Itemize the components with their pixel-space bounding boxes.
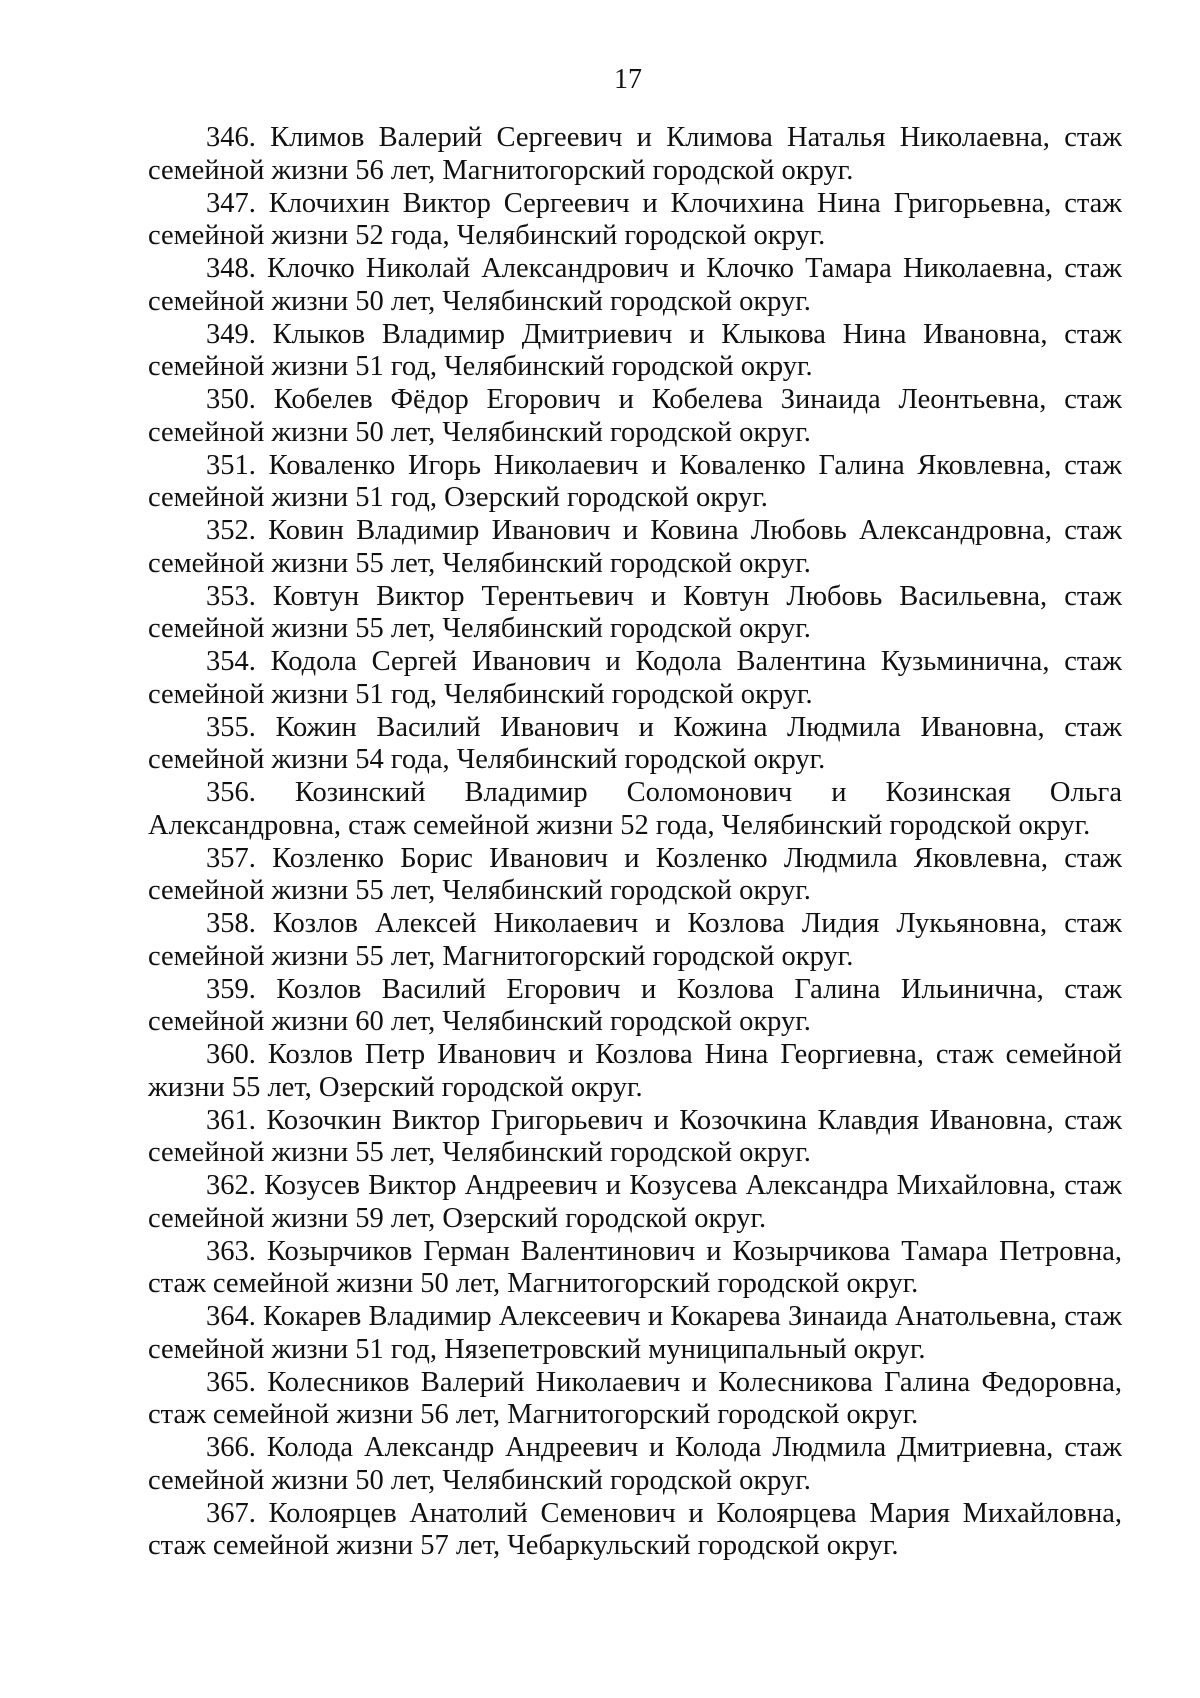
list-item: 360. Козлов Петр Иванович и Козлова Нина Георгиевна, стаж семейной жизни 55 лет, Озерский городской округ.	[148, 1039, 1122, 1103]
list-item: 367. Колоярцев Анатолий Семенович и Колоярцева Мария Михайловна, стаж семейной жизни 57 лет, Чебаркульский городской округ.	[148, 1497, 1122, 1561]
list-item: 361. Козочкин Виктор Григорьевич и Козочкина Клавдия Ивановна, стаж семейной жизни 55 лет, Челябинский городской округ.	[148, 1104, 1122, 1168]
page-number: 17	[614, 64, 642, 95]
list-item: 351. Коваленко Игорь Николаевич и Коваленко Галина Яковлевна, стаж семейной жизни 51 год, Озерский городской округ.	[148, 449, 1122, 513]
list-item: 365. Колесников Валерий Николаевич и Колесникова Галина Федоровна, стаж семейной жизни 56 лет, Магнитогорский городской округ.	[148, 1366, 1122, 1430]
list-item: 366. Колода Александр Андреевич и Колода Людмила Дмитриевна, стаж семейной жизни 50 лет, Челябинский городской округ.	[148, 1432, 1122, 1496]
list-item: 352. Ковин Владимир Иванович и Ковина Любовь Александровна, стаж семейной жизни 55 лет, Челябинский городской округ.	[148, 515, 1122, 579]
list-item: 357. Козленко Борис Иванович и Козленко Людмила Яковлевна, стаж семейной жизни 55 лет, Челябинский городской округ.	[148, 842, 1122, 906]
list-item: 349. Клыков Владимир Дмитриевич и Клыкова Нина Ивановна, стаж семейной жизни 51 год, Челябинский городской округ.	[148, 318, 1122, 382]
entry-list	[148, 122, 1122, 1563]
list-item: 359. Козлов Василий Егорович и Козлова Галина Ильинична, стаж семейной жизни 60 лет, Челябинский городской округ.	[148, 973, 1122, 1037]
list-item: 362. Козусев Виктор Андреевич и Козусева Александра Михайловна, стаж семейной жизни 59 лет, Озерский городской округ.	[148, 1170, 1122, 1234]
list-item: 347. Клочихин Виктор Сергеевич и Клочихина Нина Григорьевна, стаж семейной жизни 52 года, Челябинский городской округ.	[148, 187, 1122, 251]
list-item: 355. Кожин Василий Иванович и Кожина Людмила Ивановна, стаж семейной жизни 54 года, Челябинский городской округ.	[148, 711, 1122, 775]
list-item: 346. Климов Валерий Сергеевич и Климова Наталья Николаевна, стаж семейной жизни 56 лет, Магнитогорский городской округ.	[148, 122, 1122, 186]
list-item: 354. Кодола Сергей Иванович и Кодола Валентина Кузьминична, стаж семейной жизни 51 год, Челябинский городской округ.	[148, 646, 1122, 710]
list-item: 348. Клочко Николай Александрович и Клочко Тамара Николаевна, стаж семейной жизни 50 лет, Челябинский городской округ.	[148, 253, 1122, 317]
list-item: 350. Кобелев Фёдор Егорович и Кобелева Зинаида Леонтьевна, стаж семейной жизни 50 лет, Челябинский городской округ.	[148, 384, 1122, 448]
list-item: 353. Ковтун Виктор Терентьевич и Ковтун Любовь Васильевна, стаж семейной жизни 55 лет, Челябинский городской округ.	[148, 580, 1122, 644]
list-item: 363. Козырчиков Герман Валентинович и Козырчикова Тамара Петровна, стаж семейной жизни 50 лет, Магнитогорский городской округ.	[148, 1235, 1122, 1299]
list-item: 364. Кокарев Владимир Алексеевич и Кокарева Зинаида Анатольевна, стаж семейной жизни 51 год, Нязепетровский муниципальный округ.	[148, 1301, 1122, 1365]
list-item: 358. Козлов Алексей Николаевич и Козлова Лидия Лукьяновна, стаж семейной жизни 55 лет, Магнитогорский городской округ.	[148, 908, 1122, 972]
list-item: 356. Козинский Владимир Соломонович и Козинская Ольга Александровна, стаж семейной жизни 52 года, Челябинский городской округ.	[148, 777, 1122, 841]
